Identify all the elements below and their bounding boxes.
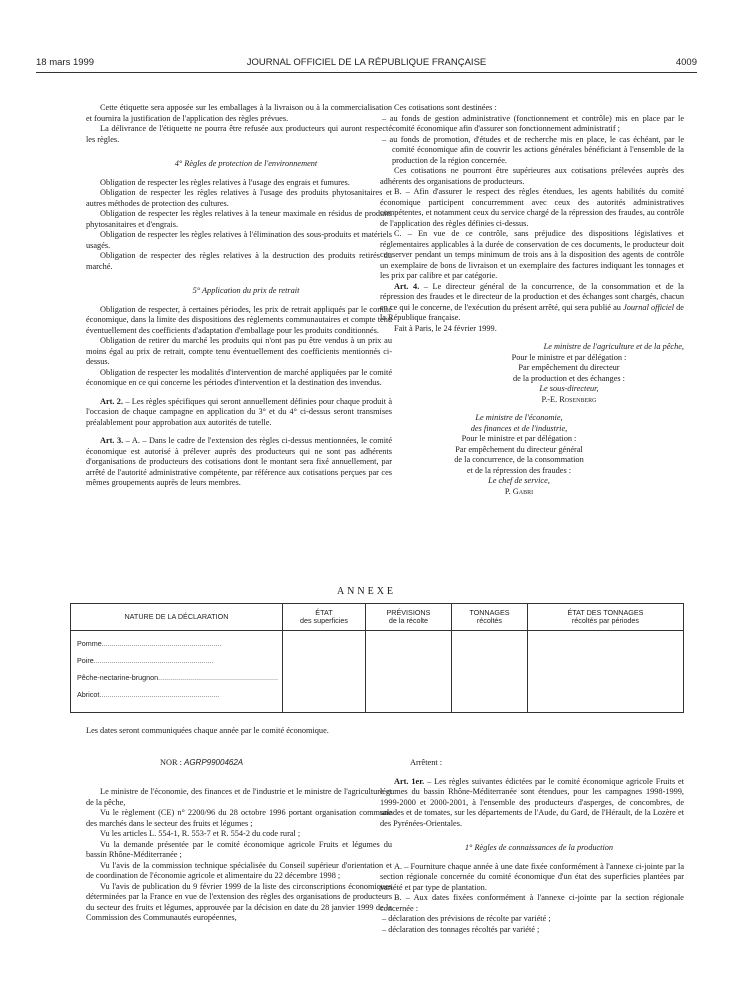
paragraph: Le ministre de l'économie, des finances et de l'industrie et le ministre de l'agriculture et de la pêche, — [86, 787, 392, 807]
running-head — [36, 57, 697, 71]
article-text: – Les règles spécifiques qui seront annuellement définies pour chaque produit à l'occasion de chaque campagne en application du 3° et du 4° ci-dessus seront transmises préalablement pour approbation aux autorités de tutelle. — [86, 396, 392, 427]
column-header: NATURE DE LA DÉCLARATION — [71, 604, 283, 631]
signature-title: des finances et de l'industrie, — [470, 423, 568, 433]
paragraph: Obligation de respecter les règles relatives à l'usage des engrais et fumures. — [100, 177, 350, 187]
nor-label: NOR : — [160, 758, 184, 767]
left-column-lower — [86, 787, 392, 924]
paragraph: Vu l'avis de publication du 9 février 1999 de la liste des circonscriptions économiques déterminées par la France en vue de l'extension des règles des organisations de producteurs du secteur des fruits et légumes, approuvée par la décision en date du 28 janvier 1999 de la Commission des Communautés européennes, — [86, 881, 392, 922]
signature-line: de la production et des échanges : — [513, 373, 625, 383]
signature-line: Pour le ministre et par délégation : — [461, 434, 577, 443]
paragraph: Obligation de respecter les règles relatives à l'élimination des sous-produits et matériels usagés. — [86, 230, 392, 250]
article-1 — [380, 777, 684, 830]
article-label: Art. 4. — [394, 281, 420, 291]
nor-code: AGRP9900462A — [183, 758, 244, 767]
paragraph: B. – Aux dates fixées conformément à l'annexe ci-jointe par la section régionale concernée : — [380, 893, 684, 913]
article-text: – Le directeur général de la concurrence, de la consommation et de la répression des fraudes et le directeur de la production et des échanges sont chargés, chacun en ce qui le concerne, de l'exécution du présent arrêté, qui sera publié au — [380, 281, 684, 312]
article-text: – Les règles suivantes édictées par le comité économique agricole Fruits et légumes du bassin Rhône-Méditerranée sont étendues, pour les campagnes 1998-1999, 1999-2000 et 2000-2001, à l'ensemble des producteurs d'asperges, de concombres, de salades et de tomates, sur les départements de l'Aude, du Gard, de l'Hérault, de la Lozère et des Pyrénées-Orientales. — [380, 776, 684, 828]
table-cell — [451, 631, 527, 713]
signature-title: Le ministre de l'agriculture et de la pêche, — [543, 342, 684, 351]
paragraph: C. – En vue de ce contrôle, sans préjudice des dispositions législatives et réglementaires applicables à la durée de conservation de ces documents, le producteur doit conserver pendant un temps minimum de trois ans à la disposition des agents de contrôle un exemplaire de bons de livraison et un exemplaire des factures indiquant les tonnages et les prix par calibre et par catégorie. — [380, 229, 684, 280]
article-3 — [86, 436, 392, 489]
article-4 — [380, 282, 684, 324]
article-label: Art. 2. — [100, 396, 124, 406]
right-column — [380, 103, 684, 497]
paragraph: Obligation de respecter les modalités d'intervention de marché appliquées par le comité économique en ce qui concerne les périodes d'intervention et la destination des invendus. — [86, 367, 392, 387]
signature-line: de la concurrence, de la consommation — [454, 455, 584, 464]
paragraph: Obligation de retirer du marché les produits qui n'ont pas pu être vendus à un prix au moins égal au prix de retrait, compte tenu éventuellement des coefficients mentionnés ci-dessus. — [86, 336, 392, 366]
table-cell — [527, 631, 683, 713]
table-row-label: Pomme............................................................ — [77, 639, 222, 648]
section-heading-production: 1° Règles de connaissances de la production — [464, 843, 614, 852]
paragraph: Ces cotisations ne pourront être supérieures aux cotisations prélevées auprès des adhérents des organisations de producteurs. — [380, 166, 684, 186]
table-cell — [365, 631, 451, 713]
signature-line: et de la répression des fraudes : — [466, 465, 572, 475]
article-2 — [86, 397, 392, 429]
paragraph: Ces cotisations sont destinées : — [394, 103, 497, 112]
column-header: TONNAGES récoltés — [451, 604, 527, 631]
column-header: ÉTAT des superficies — [282, 604, 365, 631]
arretent: Arrêtent : — [410, 758, 443, 767]
table-row — [71, 631, 684, 713]
paragraph: Vu la demande présentée par le comité économique agricole Fruits et légumes du bassin Rhône-Méditerranée ; — [86, 839, 392, 859]
signature-line: Par empêchement du directeur — [518, 363, 620, 372]
section-heading-retrait: 5° Application du prix de retrait — [192, 286, 300, 295]
annexe-title: ANNEXE — [336, 586, 397, 597]
paragraph: Cette étiquette sera apposée sur les emballages à la livraison ou à la commercialisation et fournira la justification de l'application des règles prévues. — [86, 103, 392, 123]
list-item: – déclaration des prévisions de récolte par variété ; — [382, 914, 551, 923]
declaration-names-cell — [71, 631, 283, 713]
nor-reference — [160, 758, 243, 767]
column-header: PRÉVISIONS de la récolte — [365, 604, 451, 631]
table-row-label: Abricot............................................................ — [77, 690, 220, 699]
page-number: 4009 — [675, 57, 697, 68]
signatory-name: P.-E. Rosenberg — [541, 394, 597, 404]
paragraph: B. – Afin d'assurer le respect des règles étendues, les agents habilités du comité économique participent concurremment avec ceux des autorités administratives compétentes, et notamment ceux du service chargé de la répression des fraudes, au contrôle de l'application des règles définies ci-dessus. — [380, 187, 684, 228]
paragraph: Obligation de respecter les règles relatives à l'usage des produits phytosanitaires et autres méthodes de protection des cultures. — [86, 188, 392, 208]
journal-title: JOURNAL OFFICIEL DE LA RÉPUBLIQUE FRANÇAISE — [246, 57, 487, 68]
paragraph: La délivrance de l'étiquette ne pourra être refusée aux producteurs qui auront respecté les règles. — [86, 124, 392, 144]
column-header: ÉTAT DES TONNAGES récoltés par périodes — [527, 604, 683, 631]
article-label: Art. 3. — [100, 436, 124, 445]
annexe-note: Les dates seront communiquées chaque année par le comité économique. — [86, 726, 329, 735]
journal-reference: Journal officiel — [623, 302, 675, 312]
article-label: Art. 1er. — [394, 776, 425, 786]
section-heading-environment: 4° Règles de protection de l'environnement — [174, 159, 318, 168]
paragraph: A. – Fourniture chaque année à une date fixée conformément à l'annexe ci-jointe par la section régionale concernée du comité économique d'un état des superficies plantées par variété et par type de plantation. — [380, 861, 684, 892]
table-cell — [282, 631, 365, 713]
table-row-label: Pêche-nectarine-brugnon............................................................ — [77, 673, 278, 682]
place-date: Fait à Paris, le 24 février 1999. — [394, 323, 497, 333]
signatory-name: P. Gabri — [504, 486, 534, 496]
header-rule — [36, 72, 697, 73]
paragraph: Vu l'avis de la commission technique spécialisée du Conseil supérieur d'orientation et de coordination de l'économie agricole et alimentaire du 22 décembre 1998 ; — [86, 860, 392, 880]
table-row-label: Poire............................................................ — [77, 656, 214, 665]
issue-date: 18 mars 1999 — [36, 57, 95, 68]
signature-line: Le sous-directeur, — [539, 384, 599, 393]
list-item: – déclaration des tonnages récoltés par variété ; — [382, 924, 540, 934]
annexe-table — [70, 603, 684, 713]
signature-line: Pour le ministre et par délégation : — [511, 352, 627, 362]
right-column-lower — [380, 758, 684, 935]
signature-line: Le chef de service, — [488, 476, 550, 485]
paragraph: Obligation de respecter les règles relatives à la teneur maximale en résidus de produits phytosanitaires et d'engrais. — [86, 209, 392, 229]
article-text: – A. – Dans le cadre de l'extension des règles ci-dessus mentionnées, le comité économique est autorisé à prélever auprès des producteurs qui ne sont pas adhérents d'organisations de producteurs des cotisations dont le montant sera fixé annuellement, par arrêté de l'autorité administrative compétente, par référence aux cotisations perçues par ces mêmes groupements auprès de leurs membres. — [86, 436, 393, 487]
list-item: – au fonds de gestion administrative (fonctionnement et contrôle) mis en place par le comité économique afin d'assurer son fonctionnement administratif ; — [382, 113, 684, 133]
table-header-row — [71, 604, 684, 631]
left-column — [86, 103, 392, 489]
paragraph: Vu le règlement (CE) n° 2200/96 du 28 octobre 1996 portant organisation commune des marchés dans le secteur des fruits et légumes ; — [86, 808, 392, 828]
list-item: – au fonds de promotion, d'études et de recherche mis en place, le cas échéant, par le comité économique afin de couvrir les actions générales bénéficiant à l'ensemble de la production de la région concernée. — [382, 134, 684, 165]
paragraph: Vu les articles L. 554-1, R. 553-7 et R. 554-2 du code rural ; — [100, 829, 301, 838]
signature-line: Par empêchement du directeur général — [455, 444, 583, 454]
paragraph: Obligation de respecter, à certaines périodes, les prix de retrait appliqués par le comité économique, dans la limite des dispositions des règlements communautaires et compte tenu éventuellement des coefficients d'adaptation d'emballage pour les produits conditionnés. — [86, 304, 392, 335]
paragraph: Obligation de respecter des règles relatives à la destruction des produits retirés du marché. — [86, 251, 392, 271]
article-text-end: de la République française. — [380, 302, 684, 322]
signature-title: Le ministre de l'économie, — [475, 413, 563, 422]
